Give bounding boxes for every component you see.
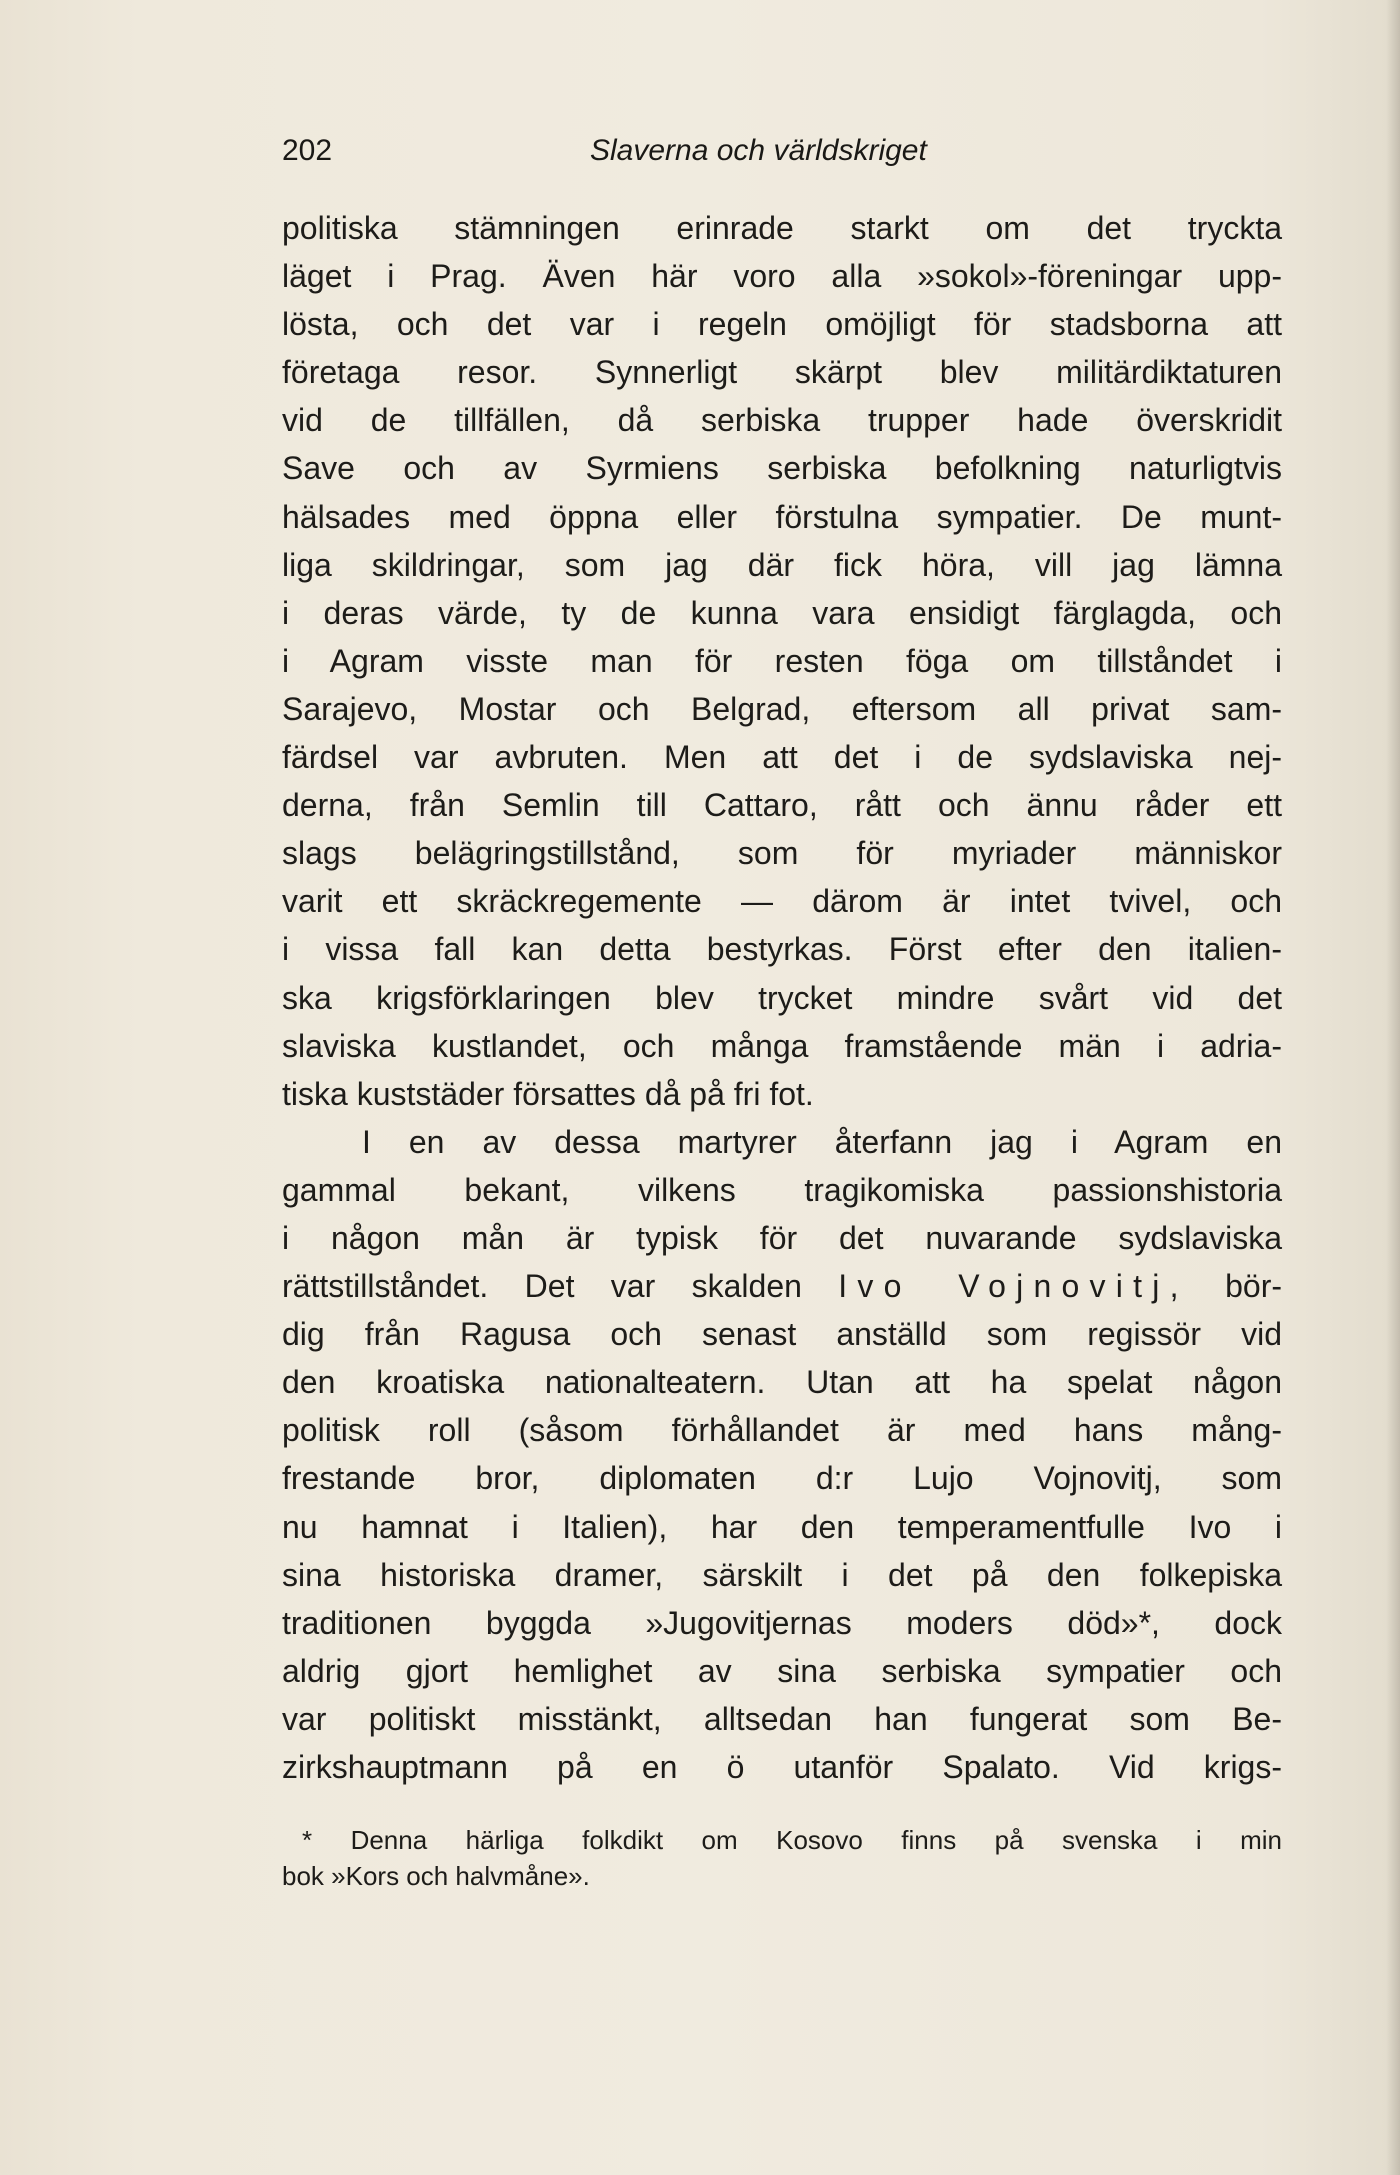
text-line: politisk roll (såsom förhållandet är med hans mång- bbox=[282, 1412, 1282, 1449]
text-line: i Agram visste man för resten föga om tillståndet i bbox=[282, 642, 1282, 679]
text-segment: rättstillståndet. Det var skalden bbox=[282, 1268, 802, 1305]
text-line: traditionen byggda »Jugovitjernas moders död»*, dock bbox=[282, 1604, 1282, 1641]
body-text bbox=[282, 204, 1282, 1791]
footnote-line: * Denna härliga folkdikt om Kosovo finns på svenska i min bbox=[302, 1825, 1282, 1855]
text-line: dig från Ragusa och senast anställd som regissör vid bbox=[282, 1316, 1282, 1353]
paragraph-start-line: I en av dessa martyrer återfann jag i Agram en bbox=[362, 1123, 1282, 1160]
spaced-name: Ivo Vojnovitj, bbox=[838, 1268, 1189, 1305]
text-line: nu hamnat i Italien), har den temperamentfulle Ivo i bbox=[282, 1508, 1282, 1545]
text-line: frestande bror, diplomaten d:r Lujo Vojnovitj, som bbox=[282, 1460, 1282, 1497]
page-number: 202 bbox=[282, 134, 333, 167]
text-line: vid de tillfällen, då serbiska trupper hade överskridit bbox=[282, 402, 1282, 439]
text-line: varit ett skräckregemente — därom är intet tvivel, och bbox=[282, 883, 1282, 920]
text-line: läget i Prag. Även här voro alla »sokol»-föreningar upp- bbox=[282, 258, 1282, 295]
page-header bbox=[282, 134, 1282, 180]
text-segment: bör- bbox=[1225, 1268, 1283, 1305]
text-line: derna, från Semlin till Cattaro, rått och ännu råder ett bbox=[282, 787, 1282, 824]
text-line: Sarajevo, Mostar och Belgrad, eftersom all privat sam- bbox=[282, 690, 1282, 727]
text-line: slaviska kustlandet, och många framstående män i adria- bbox=[282, 1027, 1282, 1064]
running-title: Slaverna och världskriget bbox=[590, 134, 927, 167]
page-edge-shadow bbox=[1386, 0, 1400, 2175]
text-line: i någon mån är typisk för det nuvarande sydslaviska bbox=[282, 1219, 1282, 1256]
text-line: den kroatiska nationalteatern. Utan att ha spelat någon bbox=[282, 1364, 1282, 1401]
text-line: sina historiska dramer, särskilt i det på den folkepiska bbox=[282, 1556, 1282, 1593]
text-line: zirkshauptmann på en ö utanför Spalato. Vid krigs- bbox=[282, 1749, 1282, 1785]
text-line: lösta, och det var i regeln omöjligt för stadsborna att bbox=[282, 306, 1282, 343]
text-line: slags belägringstillstånd, som för myriader människor bbox=[282, 835, 1282, 872]
text-line: Save och av Syrmiens serbiska befolkning naturligtvis bbox=[282, 450, 1282, 487]
text-line: färdsel var avbruten. Men att det i de sydslaviska nej- bbox=[282, 739, 1282, 776]
text-line: liga skildringar, som jag där fick höra, vill jag lämna bbox=[282, 546, 1282, 583]
text-line: ska krigsförklaringen blev trycket mindre svårt vid det bbox=[282, 979, 1282, 1016]
text-line: i vissa fall kan detta bestyrkas. Först efter den italien- bbox=[282, 931, 1282, 968]
text-line-with-name bbox=[282, 1262, 1282, 1310]
text-line: politiska stämningen erinrade starkt om det tryckta bbox=[282, 210, 1282, 246]
paragraph-end-line: tiska kuststäder försattes då på fri fot. bbox=[282, 1075, 814, 1112]
footnote-line: bok »Kors och halvmåne». bbox=[282, 1861, 590, 1891]
text-line: i deras värde, ty de kunna vara ensidigt färglagda, och bbox=[282, 594, 1282, 631]
text-line: var politiskt misstänkt, alltsedan han fungerat som Be- bbox=[282, 1700, 1282, 1737]
footnote bbox=[282, 1822, 1282, 1894]
text-line: gammal bekant, vilkens tragikomiska passionshistoria bbox=[282, 1171, 1282, 1208]
text-line: hälsades med öppna eller förstulna sympatier. De munt- bbox=[282, 498, 1282, 535]
text-line: företaga resor. Synnerligt skärpt blev militärdiktaturen bbox=[282, 354, 1282, 391]
text-line: aldrig gjort hemlighet av sina serbiska sympatier och bbox=[282, 1652, 1282, 1689]
